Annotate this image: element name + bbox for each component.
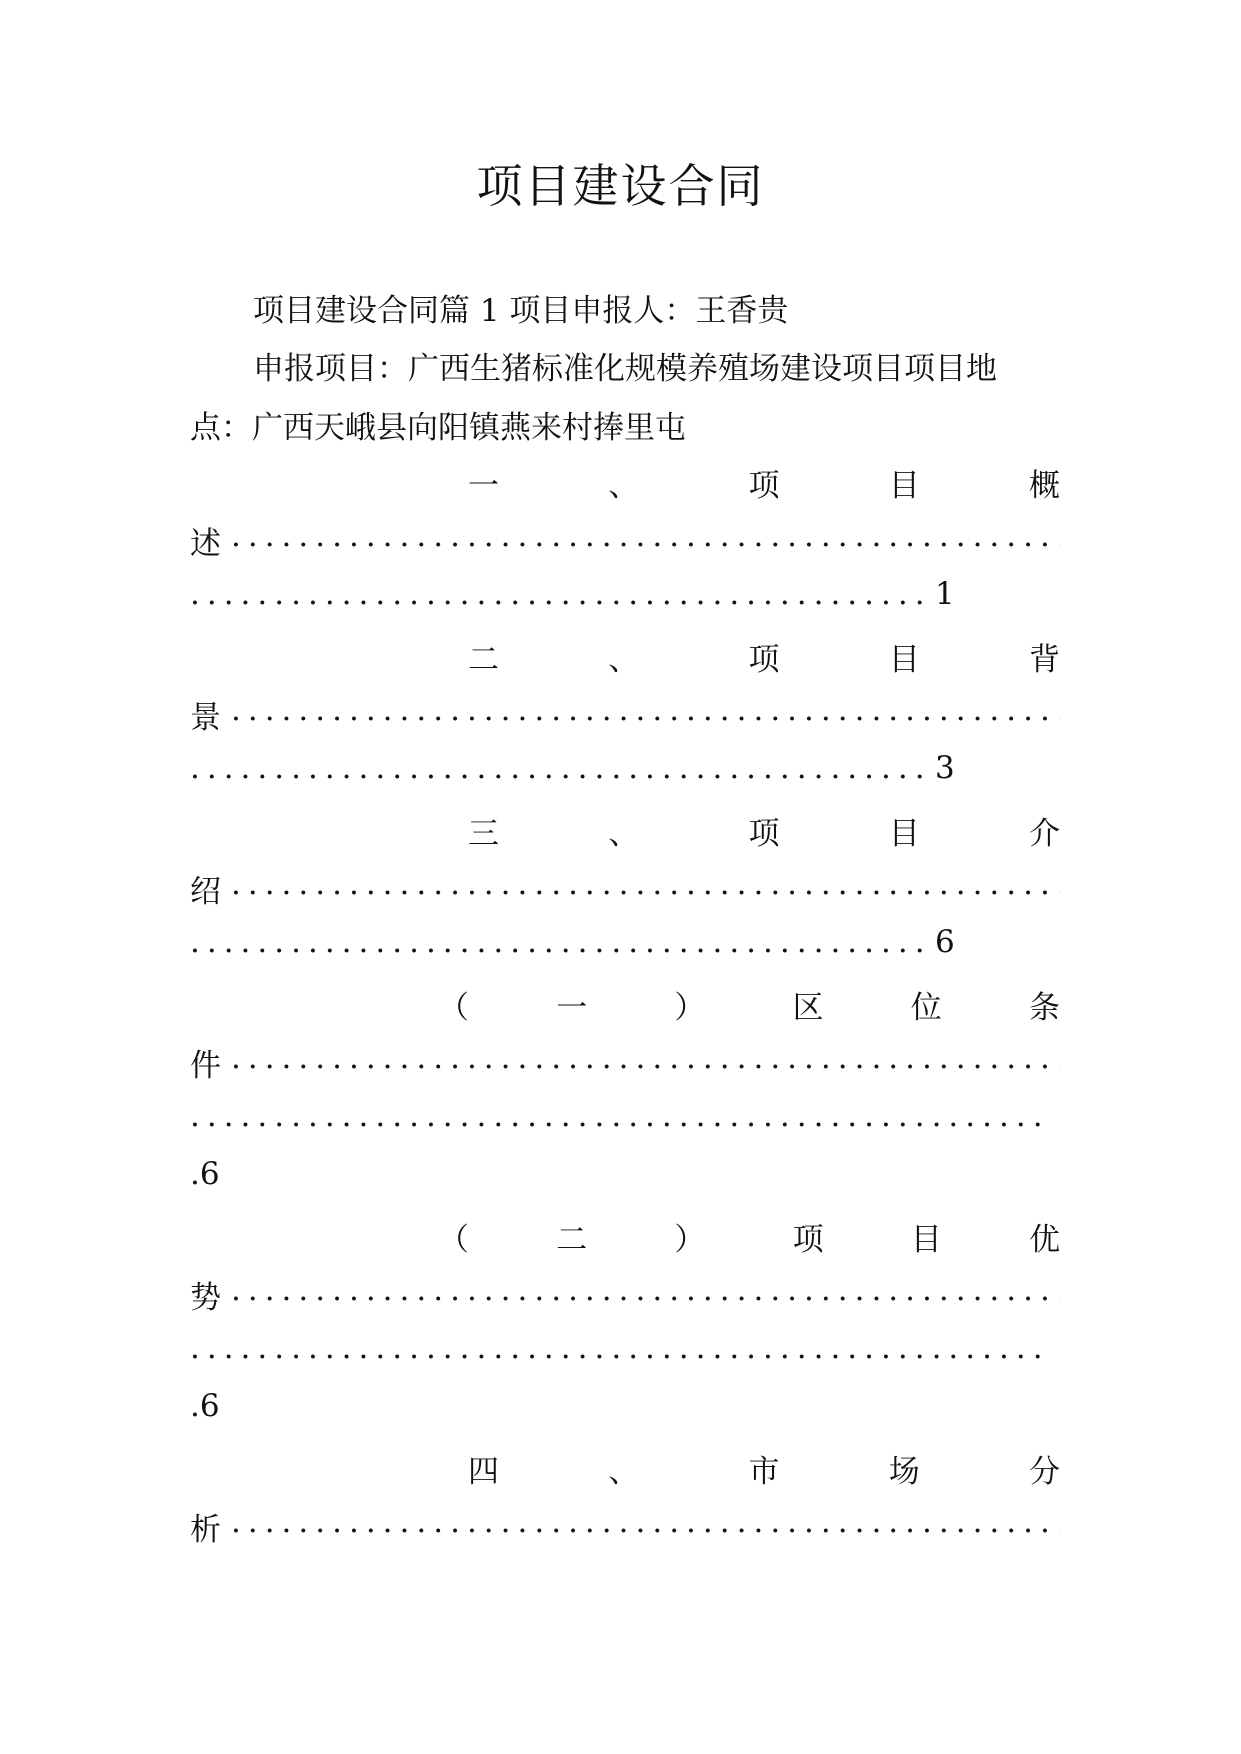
intro-line-1: 项目建设合同篇 1 项目申报人：王香贵 [253, 293, 789, 329]
toc-page-4: .6 [190, 1156, 220, 1192]
toc-heading-2: 二 、 项 目 背 [468, 642, 1060, 678]
toc-leader-6: 析 ..... [190, 1504, 1060, 1549]
toc-heading-5: （ 二 ） 项 目 优 [438, 1222, 1060, 1258]
toc-page-3: 6 [935, 924, 955, 960]
document-title: 项目建设合同 [476, 159, 765, 213]
toc-leader-5: 势 ..... [190, 1272, 1060, 1317]
toc-leader-2b [190, 750, 930, 786]
intro-line-2: 申报项目：广西生猪标准化规模养殖场建设项目项目地 [253, 351, 997, 387]
toc-leader-2: 景 ..... [190, 692, 1060, 737]
toc-heading-6: 四 、 市 场 分 [468, 1454, 1060, 1490]
toc-heading-4: （ 一 ） 区 位 条 [438, 990, 1060, 1026]
toc-page-2: 3 [935, 750, 955, 786]
toc-leader-3b [190, 924, 930, 960]
toc-heading-1: 一 、 项 目 概 [468, 468, 1060, 504]
toc-page-1: 1 [935, 576, 955, 612]
toc-leader-1: 述 ..... [190, 518, 1060, 563]
toc-leader-5b [190, 1330, 1045, 1366]
toc-leader-4b [190, 1098, 1045, 1134]
intro-line-3: 点：广西天峨县向阳镇燕来村捧里屯 [190, 410, 686, 446]
toc-leader-1b [190, 576, 930, 612]
toc-leader-3: 绍 ..... [190, 866, 1060, 911]
toc-leader-4: 件 ..... [190, 1040, 1060, 1085]
toc-heading-3: 三 、 项 目 介 [468, 816, 1060, 852]
toc-page-5: .6 [190, 1388, 220, 1424]
